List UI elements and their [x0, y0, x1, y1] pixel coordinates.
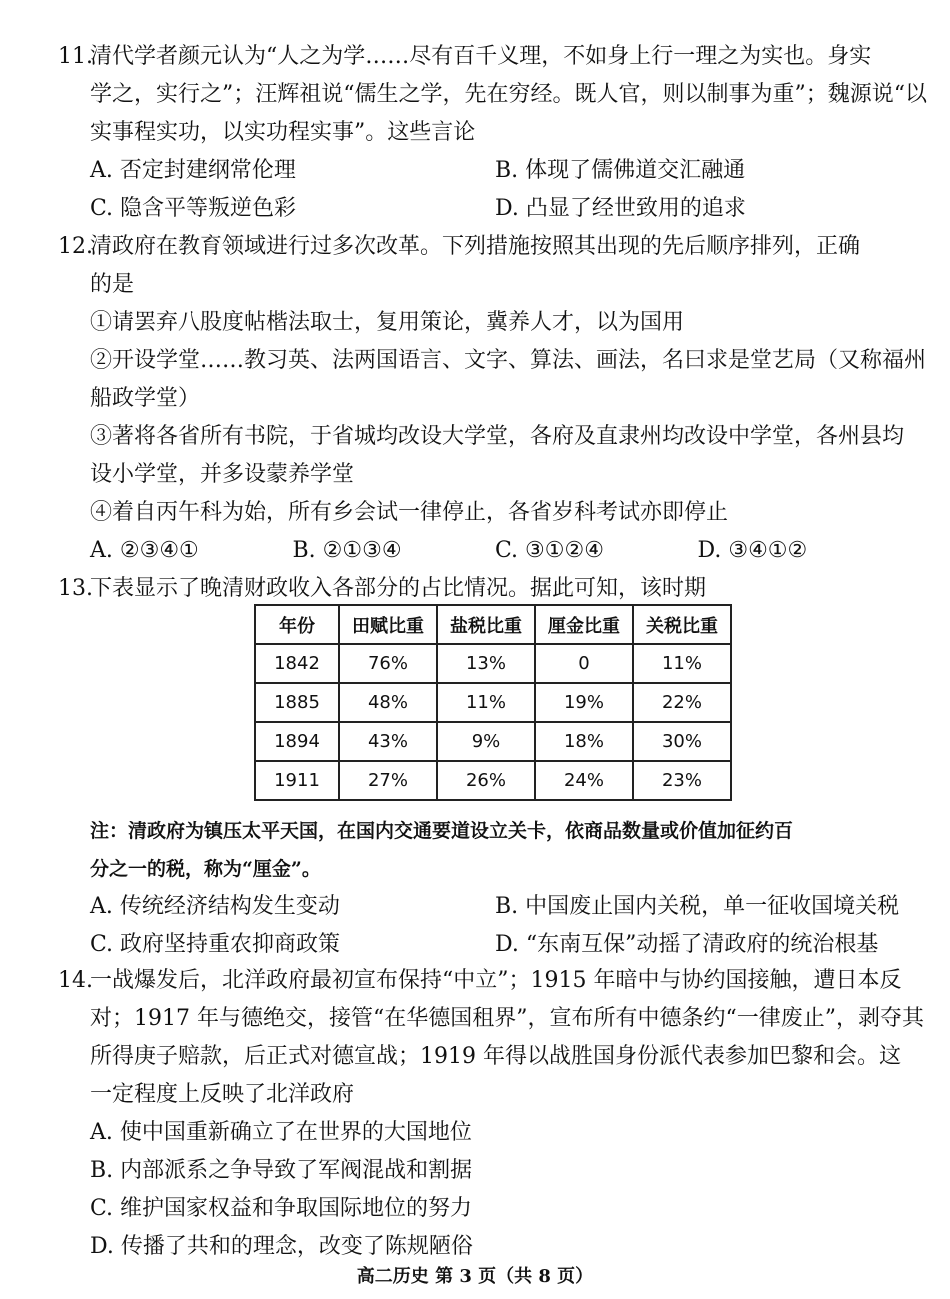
question-12-item-1: ①请罢弃八股度帖楷法取士，复用策论，冀养人才，以为国用	[90, 310, 685, 335]
option-d[interactable]: D. 传播了共和的理念，改变了陈规陋俗	[90, 1234, 473, 1259]
table-header-cell: 盐税比重	[437, 605, 535, 644]
option-a[interactable]: A. 使中国重新确立了在世界的大国地位	[90, 1120, 472, 1145]
table-cell: 11%	[437, 683, 535, 722]
question-11-line-3: 实事程实功，以实功程实事”。这些言论	[90, 120, 476, 145]
table-row	[255, 761, 731, 800]
option-a[interactable]: A. 传统经济结构发生变动	[90, 894, 340, 919]
table-cell: 27%	[339, 761, 437, 800]
question-14-line-4: 一定程度上反映了北洋政府	[90, 1082, 355, 1107]
option-d[interactable]: D. 凸显了经世致用的追求	[495, 196, 746, 221]
option-b[interactable]: B. 中国废止国内关税，单一征收国境关税	[495, 894, 900, 919]
table-cell: 22%	[633, 683, 731, 722]
table-cell: 23%	[633, 761, 731, 800]
table-cell: 76%	[339, 644, 437, 683]
table-header-cell: 关税比重	[633, 605, 731, 644]
option-c[interactable]: C. 政府坚持重农抑商政策	[90, 932, 341, 957]
question-13-options-row-1	[58, 888, 900, 926]
question-11-options-row-2	[58, 190, 900, 228]
finance-table	[254, 604, 732, 801]
question-number: 14.	[58, 968, 93, 993]
question-number: 12.	[58, 234, 93, 259]
option-b[interactable]: B. 体现了儒佛道交汇融通	[495, 158, 746, 183]
question-13	[58, 570, 900, 608]
table-header-cell: 田赋比重	[339, 605, 437, 644]
question-11	[58, 38, 927, 228]
table-header-cell: 厘金比重	[535, 605, 633, 644]
option-b[interactable]: B. 内部派系之争导致了军阀混战和割据	[90, 1158, 473, 1183]
question-11-line-1: 11.清代学者颜元认为“人之为学……尽有百千义理，不如身上行一理之为实也。身实	[58, 38, 900, 76]
table-cell: 9%	[437, 722, 535, 761]
table-row	[255, 644, 731, 683]
table-cell: 48%	[339, 683, 437, 722]
question-12-options	[58, 532, 900, 570]
table-cell: 1894	[255, 722, 339, 761]
option-a[interactable]: A. ②③④①	[90, 538, 199, 563]
table-cell: 1911	[255, 761, 339, 800]
option-a[interactable]: A. 否定封建纲常伦理	[90, 158, 296, 183]
table-cell: 26%	[437, 761, 535, 800]
table-cell: 1842	[255, 644, 339, 683]
question-13-rest	[58, 812, 900, 964]
question-11-options-row-1	[58, 152, 900, 190]
question-14-line-3: 所得庚子赔款，后正式对德宣战；1919 年得以战胜国身份派代表参加巴黎和会。这	[90, 1044, 901, 1069]
option-d[interactable]: D. “东南互保”动摇了清政府的统治根基	[495, 932, 879, 957]
question-14-line-2: 对；1917 年与德绝交，接管“在华德国租界”，宣布所有中德条约“一律废止”，剥夺其	[90, 1006, 924, 1031]
question-13-options-row-2	[58, 926, 900, 964]
table-row	[255, 722, 731, 761]
table-cell: 1885	[255, 683, 339, 722]
question-12-line-1: 12.清政府在教育领域进行过多次改革。下列措施按照其出现的先后顺序排列，正确	[58, 228, 900, 266]
question-number: 11.	[58, 44, 93, 69]
table-cell: 43%	[339, 722, 437, 761]
table-row	[255, 683, 731, 722]
option-c[interactable]: C. 维护国家权益和争取国际地位的努力	[90, 1196, 473, 1221]
table-cell: 24%	[535, 761, 633, 800]
table-cell: 11%	[633, 644, 731, 683]
option-c[interactable]: C. ③①②④	[495, 538, 604, 563]
question-12-item-4: ④着自丙午科为始，所有乡会试一律停止，各省岁科考试亦即停止	[90, 500, 729, 525]
question-number: 13.	[58, 576, 93, 601]
question-12-item-2-cont: 船政学堂）	[90, 386, 201, 411]
table-cell: 18%	[535, 722, 633, 761]
page-footer: 高二历史 第 3 页（共 8 页）	[356, 1266, 594, 1287]
question-13-note-line-1: 注：清政府为镇压太平天国，在国内交通要道设立关卡，依商品数量或价值加征约百	[90, 820, 794, 842]
table-cell: 13%	[437, 644, 535, 683]
table-cell: 0	[535, 644, 633, 683]
table-cell: 30%	[633, 722, 731, 761]
table-cell: 19%	[535, 683, 633, 722]
question-12-item-3: ③著将各省所有书院，于省城均改设大学堂，各府及直隶州均改设中学堂，各州县均	[90, 424, 905, 449]
option-d[interactable]: D. ③④①②	[697, 538, 808, 563]
question-11-line-2: 学之，实行之”；汪辉祖说“儒生之学，先在穷经。既人官，则以制事为重”；魏源说“以	[90, 82, 927, 107]
question-12-item-2: ②开设学堂……教习英、法两国语言、文字、算法、画法，名曰求是堂艺局（又称福州	[90, 348, 927, 373]
table-header-cell: 年份	[255, 605, 339, 644]
question-12	[58, 228, 927, 570]
option-b[interactable]: B. ②①③④	[292, 538, 402, 563]
question-13-note-line-2: 分之一的税，称为“厘金”。	[90, 858, 321, 880]
option-c[interactable]: C. 隐含平等叛逆色彩	[90, 196, 297, 221]
question-14-line-1: 14.一战爆发后，北洋政府最初宣布保持“中立”；1915 年暗中与协约国接触，遭日本反	[58, 962, 900, 1000]
question-13-line-1: 13.下表显示了晚清财政收入各部分的占比情况。据此可知，该时期	[58, 570, 900, 608]
question-12-line-2: 的是	[90, 272, 135, 297]
question-12-item-3-cont: 设小学堂，并多设蒙养学堂	[90, 462, 355, 487]
question-14	[58, 962, 924, 1266]
table-header-row	[255, 605, 731, 644]
